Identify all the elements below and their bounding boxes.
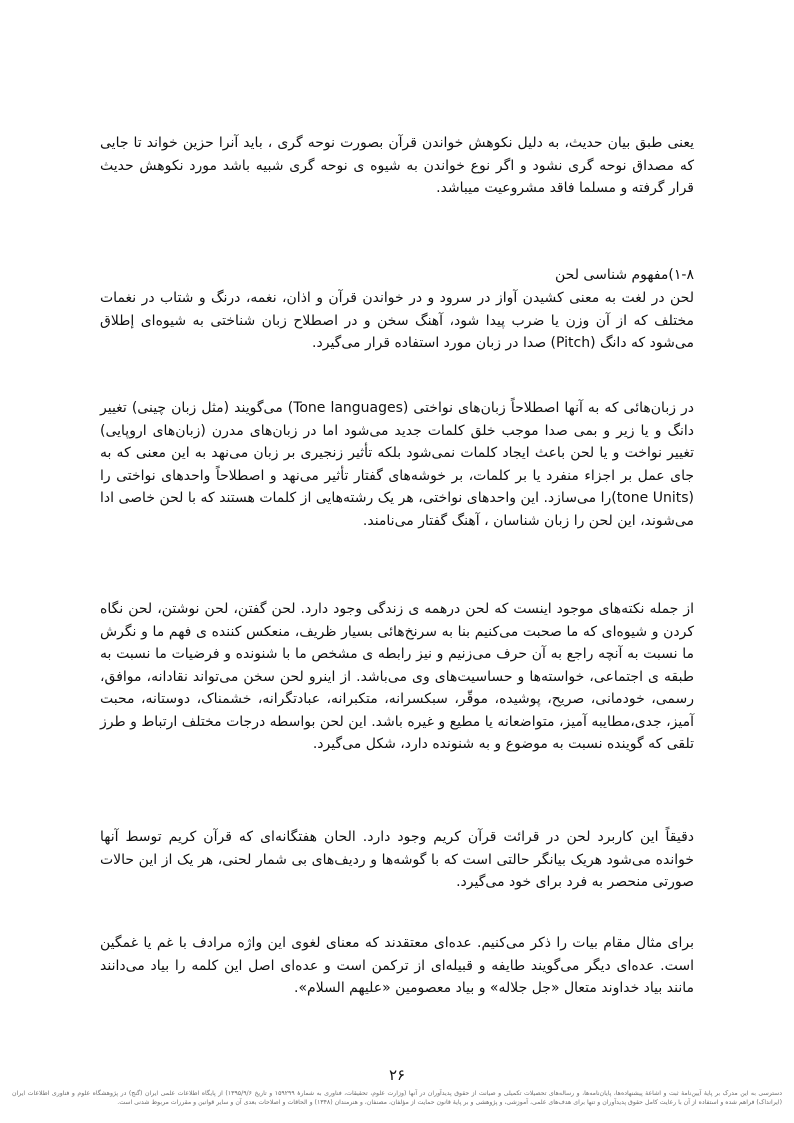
footer-copyright-note: دسترسی به این مدرک بر پایهٔ آیین‌نامهٔ ثبت و اشاعهٔ پیشنهاده‌ها، پایان‌نامه‌ها، و رساله‌های تحصیلات تکمیلی و صیانت از حقوق پدیدآوران در آنها (وزارت علوم، تحقیقات، فناوری به شمارهٔ ۱۵۹۲۹۹ و تاریخ ۱۳۹۵/۹/۶) از پایگاه اطلاعات علمی ایران (گنج) در پژوهشگاه علوم و فناوری اطلاعات ایران (ایرانداک) فراهم شده و استفاده از آن با رعایت کامل حقوق پدیدآوران و تنها برای هدف‌های علمی، آموزشی، و پژوهشی و بر پایهٔ قانون حمایت از مؤلفان، مصنفان، و هنرمندان (۱۳۴۸) و الحاقات و اصلاحات بعدی آن و سایر قوانین و مقررات مربوط شدنی است.: [12, 1090, 782, 1106]
page-number: ۲۶: [388, 1066, 406, 1084]
paragraph-lahn-definition: لحن در لغت به معنی کشیدن آواز در سرود و در خواندن قرآن و اذان، نغمه، درنگ و شتاب در نغمات مختلف که از آن وزن یا ضرب پیدا شود، آهنگ سخن و در اصطلاح زبان شناختی به شیوه‌ای إطلاق می‌شود که دانگ (Pitch) صدا در زبان مورد استفاده قرار می‌گیرد.: [100, 290, 694, 351]
paragraph-tone-in-life: از جمله نکته‌های موجود اینست که لحن درهمه ی زندگی وجود دارد. لحن گفتن، لحن نوشتن، لحن نگاه کردن و شیوه‌ای که ما صحبت می‌کنیم بنا به سرنخ‌هائی بسیار ظریف، منعکس کننده ی فهم ما و نگرش ما نسبت به آنچه راجع به آن حرف می‌زنیم و نیز رابطه ی مشخص ما با شنونده و فرضیات ما نسبت به طبقه ی اجتماعی، خواسته‌ها و حساسیت‌های وی می‌باشد. از اینرو لحن سخن می‌تواند نقادانه، موافق، رسمی، خودمانی، صریح، پوشیده، موقّر، سبکسرانه، متکبرانه، عبادتگرانه، خشمناک، دوستانه، محبت آمیز، جدی،مطایبه آمیز، متواضعانه یا مطیع و غیره باشد. این لحن بواسطه درجات مختلف ارتباط و طرز تلقی که گوینده نسبت به موضوع و به شنونده دارد، شکل می‌گیرد.: [100, 601, 694, 752]
paragraph-hadith-conclusion: یعنی طبق بیان حدیث، به دلیل نکوهش خواندن قرآن بصورت نوحه گری ، باید آنرا حزین خواند تا جایی که مصداق نوحه گری نشود و اگر نوع خواندن به شیوه ی نوحه گری شبیه باشد مورد نکوهش حدیث قرار گرفته و مسلما فاقد مشروعیت میباشد.: [100, 135, 694, 196]
paragraph-tone-languages: در زبان‌هائی که به آنها اصطلاحاً زبان‌های نواختی (Tone languages) می‌گویند (مثل زبان چینی) تغییر دانگ و یا زیر و بمی صدا موجب خلق کلمات جدید می‌شود اما در زبان‌های مدرن (زبان‌های اروپایی) تغییر نواخت و یا لحن باعث ایجاد کلمات نمی‌شود بلکه تأثیر زنجیری بر زبان می‌نهد به این معنی که به جای عمل بر اجزاء منفرد یا بر کلمات، بر خوشه‌های گفتار تأثیر می‌نهد و اصطلاحاً واحدهای نواختی را (tone Units)را می‌سازد. این واحدهای نواختی، هر یک رشته‌هایی از کلمات هستند که با لحن خاصی ادا می‌شوند، این لحن را زبان شناسان ، آهنگ گفتار می‌نامند.: [100, 400, 694, 529]
paragraph-bayat-example: برای مثال مقام بیات را ذکر می‌کنیم. عده‌ای معتقدند که معنای لغوی این واژه مرادف با غم یا غمگین است. عده‌ای دیگر می‌گویند طایفه و قبیله‌ای از ترکمن است و عده‌ای اصل این کلمه را بیاد می‌دانند مانند بیاد خداوند متعال «جل جلاله» و بیاد معصومین «علیهم السلام».: [100, 935, 694, 996]
paragraph-quran-recitation: دقیقاً این کاربرد لحن در قرائت قرآن کریم وجود دارد. الحان هفتگانه‌ای که قرآن کریم توسط آنها خوانده می‌شود هریک بیانگر حالتی است که با گوشه‌ها و ردیف‌های بی شمار لحنی، هر یک از این حالات صورتی منحصر به فرد برای خود می‌گیرد.: [100, 829, 694, 890]
section-heading: ۱-۸)مفهوم شناسی لحن: [555, 267, 694, 283]
